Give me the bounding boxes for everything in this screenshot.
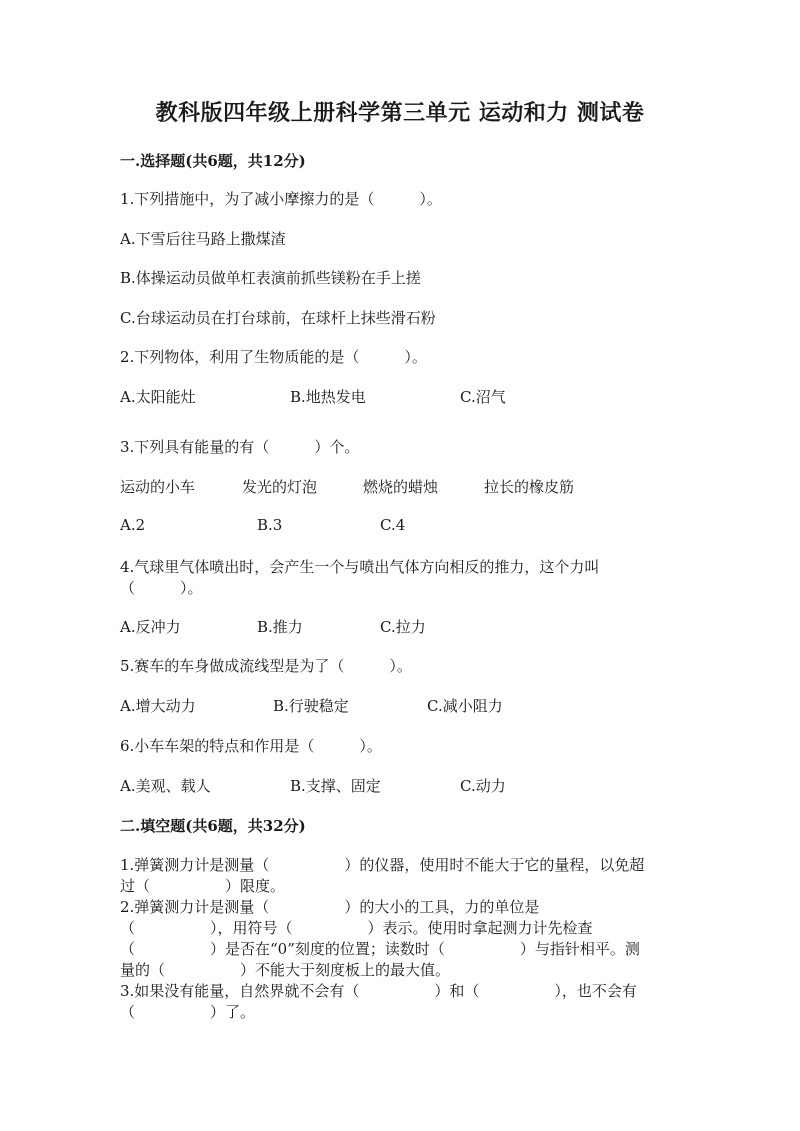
question-4-stem-line2: （ ）。 <box>120 579 203 597</box>
question-5-option-a: A.增大动力 <box>120 697 196 715</box>
question-1-option-c: C.台球运动员在打台球前，在球杆上抹些滑石粉 <box>120 309 436 327</box>
fill-in-line: 2.弹簧测力计是测量（ ）的大小的工具，力的单位是 <box>120 898 540 916</box>
question-3-stem: 3.下列具有能量的有（ ）个。 <box>120 438 360 456</box>
question-6-stem: 6.小车车架的特点和作用是（ ）。 <box>120 737 382 755</box>
question-3-item: 燃烧的蜡烛 <box>363 478 439 496</box>
page-title: 教科版四年级上册科学第三单元 运动和力 测试卷 <box>155 100 645 126</box>
question-5-stem: 5.赛车的车身做成流线型是为了（ ）。 <box>120 657 412 675</box>
question-1-stem: 1.下列措施中，为了减小摩擦力的是（ ）。 <box>120 190 442 208</box>
question-3-item: 拉长的橡皮筋 <box>484 478 575 496</box>
section-heading-choice: 一.选择题(共6题，共12分) <box>120 152 306 170</box>
fill-in-line: 过（ ）限度。 <box>120 877 286 895</box>
question-4-option-c: C.拉力 <box>380 618 426 636</box>
section-heading-fill-in: 二.填空题(共6题，共32分) <box>120 817 306 835</box>
question-4-stem-line1: 4.气球里气体喷出时，会产生一个与喷出气体方向相反的推力，这个力叫 <box>120 558 600 576</box>
question-5-option-b: B.行驶稳定 <box>273 697 349 715</box>
question-4-option-a: A.反冲力 <box>120 618 181 636</box>
fill-in-line: （ ），用符号（ ）表示。使用时拿起测力计先检查 <box>120 919 593 937</box>
question-2-option-b: B.地热发电 <box>290 388 366 406</box>
question-5-option-c: C.减小阻力 <box>427 697 503 715</box>
question-3-option-c: C.4 <box>380 516 406 534</box>
fill-in-line: （ ）了。 <box>120 1003 256 1021</box>
fill-in-line: 量的（ ）不能大于刻度板上的最大值。 <box>120 961 451 979</box>
question-6-option-b: B.支撑、固定 <box>290 777 381 795</box>
fill-in-line: 1.弹簧测力计是测量（ ）的仪器，使用时不能大于它的量程，以免超 <box>120 856 645 874</box>
question-3-item: 运动的小车 <box>120 478 196 496</box>
question-1-option-a: A.下雪后往马路上撒煤渣 <box>120 230 286 248</box>
question-6-option-a: A.美观、载人 <box>120 777 211 795</box>
question-3-option-a: A.2 <box>120 516 146 534</box>
question-1-option-b: B.体操运动员做单杠表演前抓些镁粉在手上搓 <box>120 269 421 287</box>
fill-in-line: （ ）是否在“0”刻度的位置；读数时（ ）与指针相平。测 <box>120 940 640 958</box>
question-2-stem: 2.下列物体，利用了生物质能的是（ ）。 <box>120 348 427 366</box>
question-2-option-a: A.太阳能灶 <box>120 388 196 406</box>
question-6-option-c: C.动力 <box>460 777 506 795</box>
question-2-option-c: C.沼气 <box>460 388 506 406</box>
question-3-option-b: B.3 <box>257 516 283 534</box>
question-4-option-b: B.推力 <box>257 618 303 636</box>
question-3-item: 发光的灯泡 <box>242 478 318 496</box>
fill-in-line: 3.如果没有能量，自然界就不会有（ ）和（ ），也不会有 <box>120 982 637 1000</box>
